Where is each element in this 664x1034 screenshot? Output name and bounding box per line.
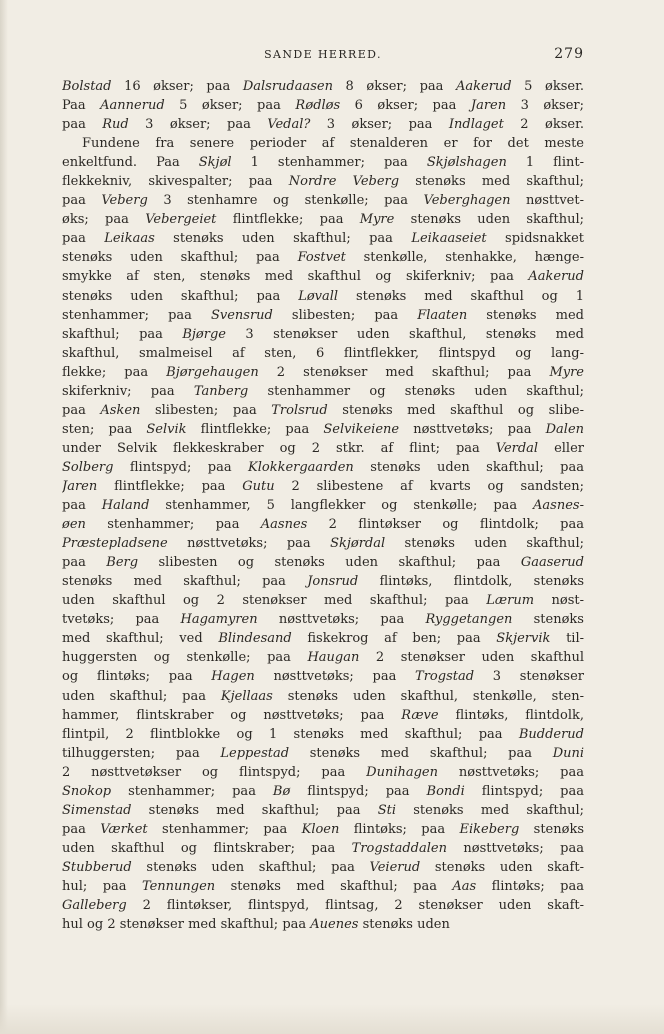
text-line	[62, 782, 584, 801]
place-name: Værket	[100, 821, 148, 837]
text-run: med skafthul; ved	[62, 631, 219, 647]
text-run: stenøks med skafthul;	[399, 174, 584, 190]
place-name: Rødløs	[295, 98, 341, 114]
text-line	[62, 287, 584, 306]
text-line	[62, 115, 584, 134]
place-name: Jonsrud	[307, 574, 359, 590]
text-run: stenøks uden skafthul;	[394, 212, 584, 228]
place-name: Kjellaas	[220, 688, 273, 704]
text-run: uden skafthul og flintskraber; paa	[62, 840, 352, 856]
place-name: Sti	[377, 802, 397, 818]
text-run: stenøks uden skafthul;	[385, 536, 584, 552]
text-run: 2 stenøkser uden skafthul	[359, 650, 584, 666]
text-run: stenøks med	[467, 307, 584, 323]
text-run: skafthul; paa	[62, 326, 183, 342]
text-line	[62, 439, 584, 458]
text-run: 3 stenøkser uden skafthul, stenøks med	[225, 326, 584, 342]
text-run: stenøks med skafthul; paa	[131, 802, 378, 818]
text-run: slibesten; paa	[272, 307, 418, 323]
text-line	[62, 210, 584, 229]
text-run: stenøks med skafthul; paa	[215, 878, 453, 894]
text-run: fiskekrog af ben; paa	[291, 631, 497, 647]
text-line	[62, 744, 584, 763]
text-run: paa	[62, 193, 102, 209]
text-run: 2 slibestene af kvarts og sandsten;	[274, 478, 584, 494]
place-name: Gutu	[242, 478, 275, 494]
text-run: flintøks; paa	[339, 821, 460, 837]
place-name: Tennungen	[141, 878, 216, 894]
place-name: Nordre Veberg	[288, 174, 400, 190]
place-name: Snokop	[62, 783, 112, 799]
text-line	[62, 667, 584, 686]
text-line	[62, 591, 584, 610]
text-run: stenhammer; paa	[85, 517, 261, 533]
text-run: 3 økser; paa	[310, 117, 449, 133]
place-name: Dalen	[545, 421, 584, 437]
place-name: Bø	[272, 783, 291, 799]
text-run: slibesten og stenøks uden skafthul; paa	[138, 555, 521, 571]
place-name: Bolstad	[62, 79, 112, 94]
place-name: Solberg	[62, 459, 114, 475]
text-line	[62, 134, 584, 153]
text-line	[62, 458, 584, 477]
text-line	[62, 515, 584, 534]
place-name: Trolsrud	[271, 402, 328, 418]
text-run: 1 flint-	[506, 155, 584, 171]
text-run: nøsttvetøks; paa	[257, 612, 426, 628]
text-run: flintspyd; paa	[290, 783, 427, 799]
text-run: 2 stenøkser med skafthul; paa	[258, 364, 550, 380]
place-name: Indlaget	[448, 117, 504, 133]
text-run: stenøks med skafthul og slibe-	[327, 402, 584, 418]
text-line	[62, 401, 584, 420]
text-line	[62, 153, 584, 172]
text-run: uden skafthul og 2 stenøkser med skafthul; paa	[62, 593, 487, 609]
text-run: smykke af sten, stenøks med skafthul og skiferkniv; paa	[62, 269, 529, 285]
text-line	[62, 96, 584, 115]
text-run: stenhammer og stenøks uden skafthul;	[248, 383, 584, 399]
text-line	[62, 858, 584, 877]
body-text	[62, 77, 584, 934]
place-name: Jaren	[470, 98, 507, 114]
text-run: stenøks uden skafthul; paa	[131, 859, 370, 875]
text-run: tvetøks; paa	[62, 612, 181, 628]
place-name: Hagen	[211, 669, 255, 685]
place-name: Simenstad	[62, 802, 132, 818]
place-name: Stubberud	[62, 859, 132, 875]
text-line	[62, 420, 584, 439]
text-run: spidsnakket	[486, 231, 584, 247]
page-bottom-shadow	[0, 1004, 664, 1034]
text-run: stenøks uden	[358, 917, 450, 933]
text-run: nøsttvetøks; paa	[254, 669, 416, 685]
text-line	[62, 725, 584, 744]
text-run: 3 økser; paa	[128, 117, 268, 133]
text-run: nøst-	[534, 593, 584, 609]
text-run: hul og 2 stenøkser med skafthul; paa	[62, 917, 311, 933]
text-run: uden skafthul; paa	[62, 688, 221, 704]
place-name: Skjøl	[198, 155, 232, 171]
place-name: Berg	[106, 555, 139, 571]
text-line	[62, 553, 584, 572]
text-line	[62, 896, 584, 915]
text-run: stenhammer, 5 langflekker og stenkølle; paa	[149, 498, 534, 514]
text-run: paa	[62, 555, 107, 571]
place-name: Aas	[452, 878, 477, 894]
text-run: nøsttvetøks; paa	[167, 536, 331, 552]
text-run: 16 økser; paa	[111, 79, 243, 94]
text-run: paa	[62, 231, 105, 247]
text-line	[62, 706, 584, 725]
place-name: Jaren	[62, 478, 98, 494]
text-line	[62, 629, 584, 648]
text-run: slibesten; paa	[140, 402, 272, 418]
place-name: Veberg	[101, 193, 148, 209]
text-run: stenøks uden skafthul; paa	[154, 231, 412, 247]
text-run: 1 stenhammer; paa	[231, 155, 427, 171]
place-name: Veberghagen	[423, 193, 511, 209]
text-run: paa	[62, 821, 101, 837]
text-run: stenøks uden skafthul, stenkølle, sten-	[272, 688, 584, 704]
text-line	[62, 477, 584, 496]
text-run: sten; paa	[62, 421, 147, 437]
place-name: Klokkergaarden	[248, 459, 354, 475]
place-name: Ryggetangen	[425, 612, 513, 628]
place-name: Aakerud	[455, 79, 512, 94]
running-header	[62, 44, 584, 64]
place-name: Bjørgehaugen	[166, 364, 259, 380]
place-name: Tanberg	[193, 383, 249, 399]
text-run: 2 flintøkser, flintspyd, flintsag, 2 stenøkser uden skaft-	[126, 898, 584, 914]
text-run: 2 flintøkser og flintdolk; paa	[307, 517, 584, 533]
text-run: 5 økser; paa	[164, 98, 296, 114]
text-run: flintøks, flintdolk, stenøks	[358, 574, 584, 590]
text-line	[62, 382, 584, 401]
place-name: Selvik	[146, 421, 187, 437]
text-run: paa	[62, 402, 101, 418]
place-name: Dalsrudaasen	[242, 79, 333, 94]
place-name: Fostvet	[297, 250, 346, 266]
place-name: Leikaas	[104, 231, 155, 247]
text-line	[62, 534, 584, 553]
header-title: SANDE HERRED.	[264, 48, 382, 61]
place-name: Løvall	[298, 288, 339, 304]
text-run: til-	[550, 631, 584, 647]
place-name: Skjølshagen	[426, 155, 507, 171]
text-run: stenhammer; paa	[147, 821, 302, 837]
text-line	[62, 610, 584, 629]
place-name: Flaaten	[417, 307, 468, 323]
text-line	[62, 915, 584, 934]
text-run: skafthul, smalmeisel af sten, 6 flintflekker, flintspyd og lang-	[62, 345, 584, 361]
place-name: Budderud	[518, 726, 584, 742]
text-run: enkeltfund. Paa	[62, 155, 199, 171]
text-run: flintflekke; paa	[186, 421, 324, 437]
place-name: Vebergeiet	[145, 212, 217, 228]
text-run: flekkekniv, skivespalter; paa	[62, 174, 289, 190]
place-name: Kloen	[301, 821, 340, 837]
text-run: stenøks uden skafthul; paa	[62, 288, 299, 304]
text-run: 3 økser;	[506, 98, 584, 114]
place-name: Lærum	[486, 593, 535, 609]
text-run: eller	[538, 440, 584, 456]
place-name: Ræve	[401, 707, 439, 723]
place-name: Duni	[552, 745, 584, 761]
place-name: Leikaaseiet	[411, 231, 487, 247]
place-name: Svensrud	[210, 307, 273, 323]
text-run: Fundene fra senere perioder af stenalderen er for det meste	[82, 136, 584, 152]
text-run: stenøks uden skaft-	[420, 859, 584, 875]
place-name: Leppestad	[220, 745, 290, 761]
text-run: nøsttvet-	[510, 193, 584, 209]
place-name: Bondi	[426, 783, 465, 799]
place-name: Myre	[549, 364, 584, 380]
place-name: Præstepladsene	[62, 536, 168, 552]
text-run: stenhammer; paa	[111, 783, 273, 799]
place-name: Vedal?	[267, 117, 311, 133]
page-edge-shadow	[0, 0, 8, 1034]
text-run: Paa	[62, 98, 101, 114]
place-name: Myre	[359, 212, 395, 228]
place-name: Verdal	[495, 440, 539, 456]
text-line	[62, 306, 584, 325]
text-run: stenøks med skafthul og 1	[338, 288, 584, 304]
place-name: Eikeberg	[459, 821, 520, 837]
text-run: paa	[62, 498, 102, 514]
text-run: huggersten og stenkølle; paa	[62, 650, 308, 666]
place-name: Galleberg	[62, 898, 127, 914]
page-number: 279	[554, 46, 584, 62]
text-run: flintøks, flintdolk,	[438, 707, 584, 723]
text-run: stenhammer; paa	[62, 307, 211, 323]
text-run: 2 økser.	[503, 117, 584, 133]
place-name: Veierud	[369, 859, 421, 875]
text-line	[62, 572, 584, 591]
text-run: 3 stenhamre og stenkølle; paa	[147, 193, 424, 209]
text-line	[62, 496, 584, 515]
text-run: flintflekke; paa	[97, 478, 243, 494]
text-run: flintspyd; paa	[464, 783, 584, 799]
text-run: stenøks uden skafthul; paa	[353, 459, 584, 475]
text-run: flintspyd; paa	[113, 459, 248, 475]
text-run: nøsttvetøks; paa	[446, 840, 584, 856]
text-run: tilhuggersten; paa	[62, 745, 221, 761]
text-line	[62, 267, 584, 286]
text-run: flekke; paa	[62, 364, 167, 380]
text-run: hammer, flintskraber og nøsttvetøks; paa	[62, 707, 402, 723]
place-name: Rud	[102, 117, 129, 133]
text-run: stenøks	[519, 821, 584, 837]
text-line	[62, 363, 584, 382]
text-run: hul; paa	[62, 878, 142, 894]
place-name: Auenes	[310, 917, 359, 933]
text-run: 5 økser.	[511, 79, 584, 94]
place-name: øen	[62, 517, 86, 533]
place-name: Gaaserud	[520, 555, 584, 571]
text-run: stenøks med skafthul; paa	[289, 745, 553, 761]
place-name: Aasnes-	[533, 498, 584, 514]
place-name: Aasnes	[260, 517, 308, 533]
text-run: flintflekke; paa	[216, 212, 360, 228]
place-name: Bjørge	[182, 326, 226, 342]
text-line	[62, 687, 584, 706]
text-line	[62, 248, 584, 267]
place-name: Skjørdal	[330, 536, 386, 552]
text-line	[62, 191, 584, 210]
place-name: Blindesand	[218, 631, 292, 647]
text-line	[62, 172, 584, 191]
text-run: stenøks uden skafthul; paa	[62, 250, 298, 266]
text-run: 2 nøsttvetøkser og flintspyd; paa	[62, 764, 367, 780]
place-name: Selvikeiene	[323, 421, 400, 437]
text-run: 6 økser; paa	[340, 98, 471, 114]
text-run: nøsttvetøks; paa	[438, 764, 584, 780]
place-name: Trogstad	[415, 669, 475, 685]
text-line	[62, 763, 584, 782]
place-name: Haland	[101, 498, 150, 514]
place-name: Aakerud	[528, 269, 584, 285]
text-run: 3 stenøkser	[474, 669, 584, 685]
text-run: stenøks med skafthul; paa	[62, 574, 308, 590]
text-run: 8 økser; paa	[332, 79, 456, 94]
text-run: paa	[62, 117, 103, 133]
place-name: Dunihagen	[366, 764, 438, 780]
text-run: flintpil, 2 flintblokke og 1 stenøks med skafthul; paa	[62, 726, 519, 742]
text-line	[62, 877, 584, 896]
place-name: Aannerud	[100, 98, 165, 114]
text-run: flintøks; paa	[476, 878, 584, 894]
text-run: stenøks med skafthul;	[396, 802, 584, 818]
place-name: Skjervik	[496, 631, 551, 647]
text-run: skiferkniv; paa	[62, 383, 194, 399]
text-line	[62, 325, 584, 344]
text-line	[62, 344, 584, 363]
text-line	[62, 801, 584, 820]
text-line	[62, 820, 584, 839]
place-name: Haugan	[307, 650, 360, 666]
text-run: nøsttvetøks; paa	[399, 421, 546, 437]
text-run: under Selvik flekkeskraber og 2 stkr. af flint; paa	[62, 440, 496, 456]
place-name: Trogstaddalen	[351, 840, 447, 856]
text-run: øks; paa	[62, 212, 146, 228]
place-name: Asken	[100, 402, 141, 418]
text-run: og flintøks; paa	[62, 669, 212, 685]
text-run: stenøks	[512, 612, 584, 628]
text-line	[62, 839, 584, 858]
text-line	[62, 648, 584, 667]
place-name: Hagamyren	[180, 612, 258, 628]
text-run: stenkølle, stenhakke, hænge-	[345, 250, 584, 266]
text-line	[62, 229, 584, 248]
text-line	[62, 77, 584, 96]
